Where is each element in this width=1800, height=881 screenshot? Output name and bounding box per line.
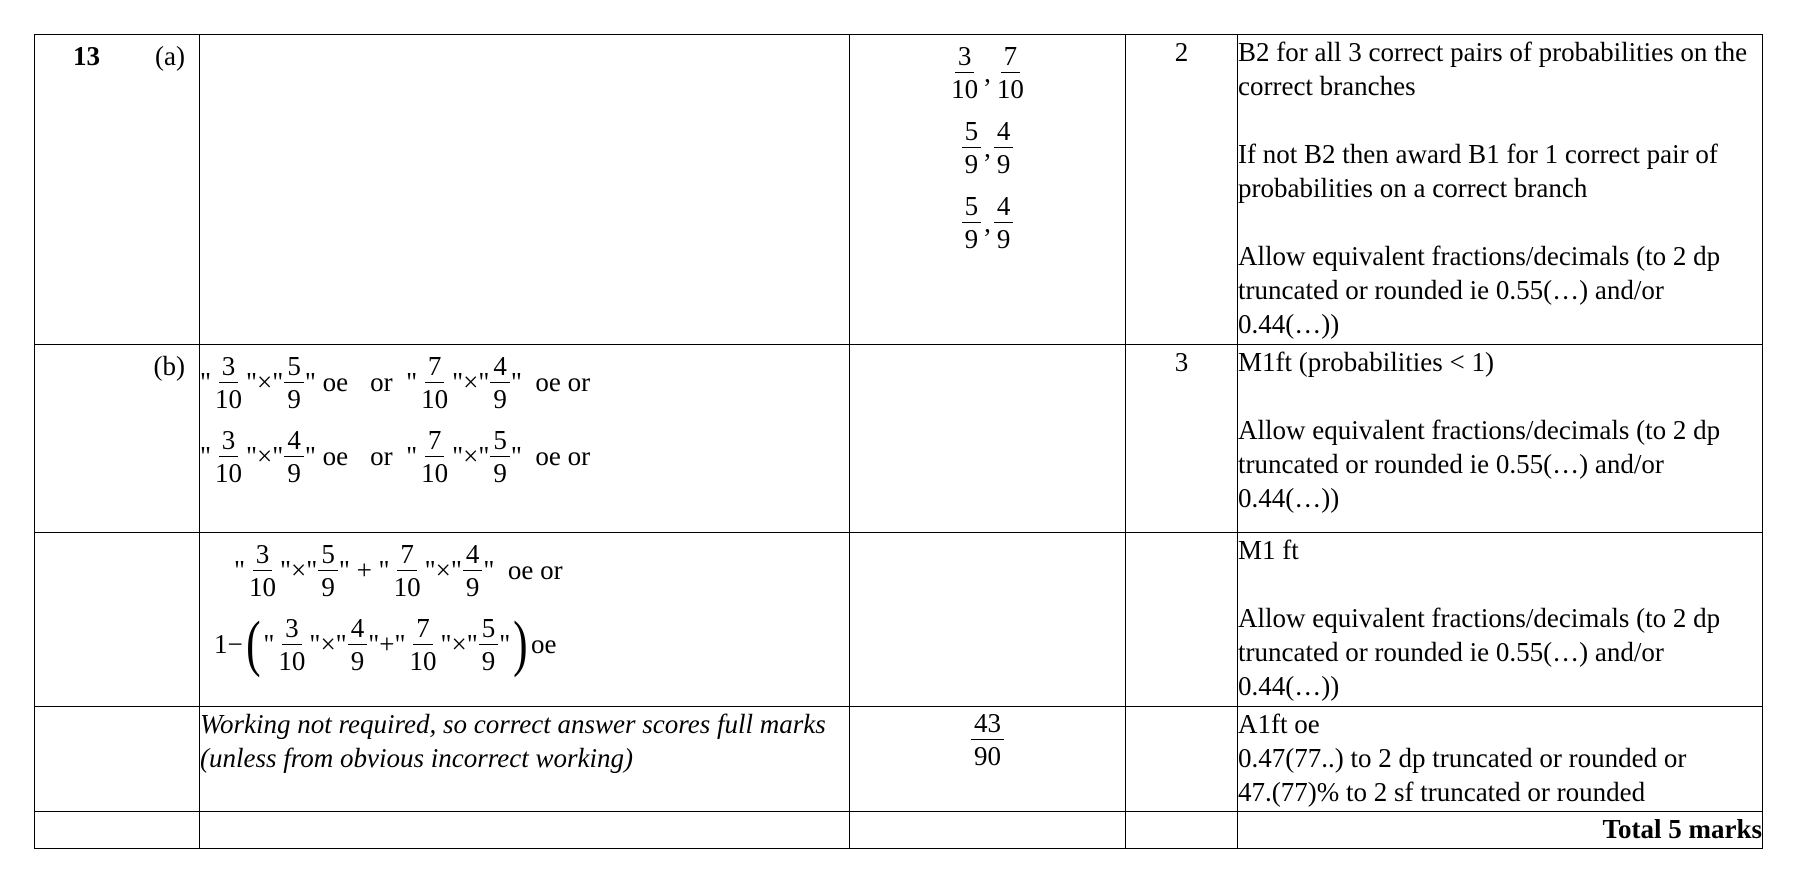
question-cell <box>35 345 200 533</box>
working-cell-b3: Working not required, so correct answer scores full marks (unless from obvious incorrect working) <box>200 707 850 812</box>
total-marks: Total 5 marks <box>1238 812 1763 849</box>
fraction: $\frac{5}{9}$ <box>962 115 982 180</box>
part-label-b: (b) <box>153 351 185 381</box>
mark-scheme-table <box>34 34 1763 849</box>
note: M1 ft <box>1238 535 1299 565</box>
working-cell-b2 <box>200 533 850 707</box>
answer-cell-b1 <box>850 345 1126 533</box>
note: A1ft oe <box>1238 709 1320 739</box>
answer-cell-b2 <box>850 533 1126 707</box>
question-cell <box>35 35 200 345</box>
fraction: $\frac{7}{10}$ <box>996 41 1024 104</box>
note: Allow equivalent fractions/decimals (to 2 dp truncated or rounded ie 0.55(…) and/or 0.44(…)) <box>1238 415 1721 513</box>
working-line: " $\frac{3}{10}$ "×" $\frac{4}{9}$ " oe or " $\frac{7}{10}$ "×" $\frac{5}{9}$ " oe or <box>200 424 591 488</box>
mark-cell-b3 <box>1126 707 1238 812</box>
row-part-b-m1ft <box>35 533 1763 707</box>
answer-cell-b3 <box>850 707 1126 812</box>
note: 47.(77)% to 2 sf truncated or rounded <box>1238 777 1646 807</box>
notes-cell-a <box>1238 35 1763 345</box>
fraction: $\frac{4}{9}$ <box>994 115 1014 180</box>
row-part-b-a1 <box>35 707 1763 812</box>
fraction: $\frac{4}{9}$ <box>994 190 1014 255</box>
row-total <box>35 812 1763 849</box>
row-part-b-m1 <box>35 345 1763 533</box>
notes-cell-b2 <box>1238 533 1763 707</box>
working-cell-a <box>200 35 850 345</box>
notes-cell-b3 <box>1238 707 1763 812</box>
mark-cell-b2 <box>1126 533 1238 707</box>
final-answer-fraction: $\frac{43}{90}$ <box>971 707 1004 772</box>
working-line: " $\frac{3}{10}$ "×" $\frac{5}{9}$ " oe or " $\frac{7}{10}$ "×" $\frac{4}{9}$ " oe or <box>200 350 591 414</box>
note: If not B2 then award B1 for 1 correct pair of probabilities on a correct branch <box>1238 139 1718 203</box>
fraction: $\frac{5}{9}$ <box>962 190 982 255</box>
question-cell <box>35 707 200 812</box>
row-part-a <box>35 35 1763 345</box>
working-cell-b1 <box>200 345 850 533</box>
probability-pair: $\frac{5}{9}$ , $\frac{4}{9}$ <box>850 185 1125 260</box>
note: Allow equivalent fractions/decimals (to 2 dp truncated or rounded ie 0.55(…) and/or 0.44(…)) <box>1238 241 1721 339</box>
note: M1ft (probabilities < 1) <box>1238 347 1494 377</box>
mark-cell-b: 3 <box>1126 345 1238 533</box>
note: 0.47(77..) to 2 dp truncated or rounded or <box>1238 743 1687 773</box>
note: Allow equivalent fractions/decimals (to 2 dp truncated or rounded ie 0.55(…) and/or 0.44(…)) <box>1238 603 1721 701</box>
working-line: 1− ( " $\frac{3}{10}$ "×" $\frac{4}{9}$ "+" $\frac{7}{10}$ "×" $\frac{5}{9}$ " ) oe <box>214 610 557 678</box>
probability-pair: $\frac{3}{10}$ , $\frac{7}{10}$ <box>850 35 1125 110</box>
question-number: 13 <box>73 41 100 71</box>
probability-pair: $\frac{5}{9}$ , $\frac{4}{9}$ <box>850 110 1125 185</box>
part-label-a: (a) <box>155 41 185 71</box>
question-cell <box>35 533 200 707</box>
note: B2 for all 3 correct pairs of probabilities on the correct branches <box>1238 37 1748 101</box>
mark-cell-a: 2 <box>1126 35 1238 345</box>
fraction: $\frac{3}{10}$ <box>951 41 979 104</box>
answer-cell-a <box>850 35 1126 345</box>
notes-cell-b1 <box>1238 345 1763 533</box>
working-line: " $\frac{3}{10}$ "×" $\frac{5}{9}$ " + " $\frac{7}{10}$ "×" $\frac{4}{9}$ " oe or <box>234 538 563 602</box>
